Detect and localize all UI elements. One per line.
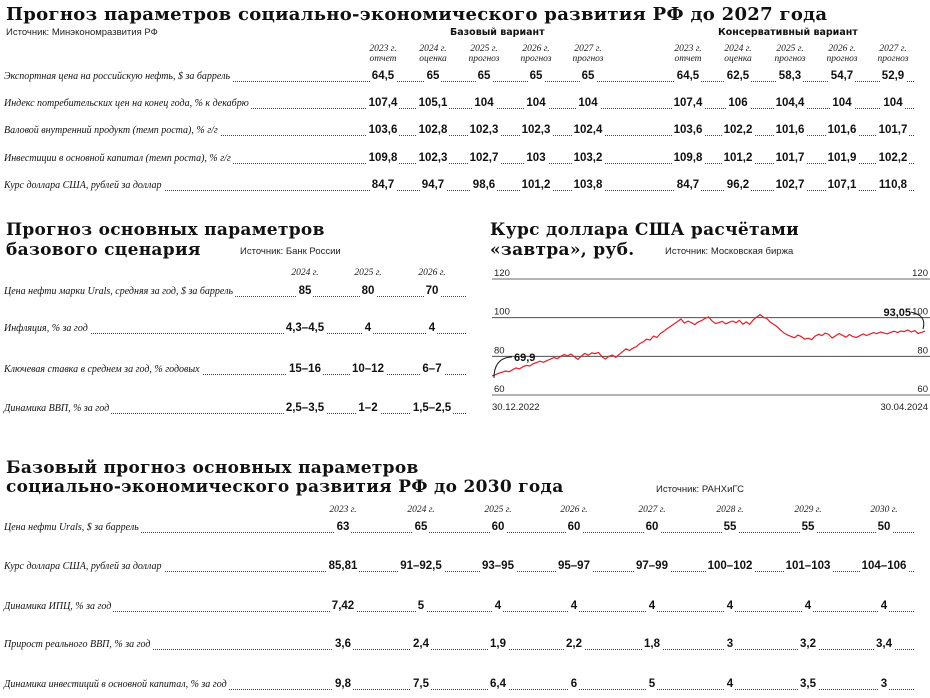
t3-cell	[844, 638, 924, 650]
chart-ytick-right: 60	[917, 384, 928, 395]
t2-cell-value: 4	[364, 322, 372, 334]
t2-col-year: 2024 г.	[291, 268, 319, 278]
t3-cell	[612, 678, 692, 690]
t3-cell-value: 1,9	[490, 638, 506, 650]
t1-cell-value: 109,8	[368, 152, 398, 164]
t3-row	[0, 560, 930, 576]
t3-cell-value: 3,4	[876, 638, 892, 650]
t3-cell-value: 4	[726, 600, 734, 612]
t1-cell-value: 65	[529, 70, 543, 82]
t1-cell-value: 104	[474, 97, 494, 109]
t1-cell-value: 103,6	[368, 124, 398, 136]
t1-col-note: оценка	[419, 54, 447, 64]
t1-cell-value: 101,2	[723, 152, 753, 164]
chart-end-value-label: 93,05	[883, 307, 911, 320]
t3-cell	[612, 560, 692, 572]
t3-cell	[303, 678, 383, 690]
t3-title-line2: социально-экономического развития РФ до 2030 года	[6, 477, 564, 497]
t2-cell-value: 4	[428, 322, 436, 334]
t1-cell-value: 102,3	[418, 152, 448, 164]
t1-group-base: Базовый вариант	[450, 27, 545, 38]
t3-cell-value: 50	[877, 521, 891, 533]
t1-col-year: 2024 г.	[724, 44, 752, 54]
t1-cell-value: 64,5	[371, 70, 395, 82]
t1-row-label: Валовой внутренний продукт (темп роста), % г/г	[4, 125, 218, 136]
t3-cell	[381, 560, 461, 572]
t3-cell-value: 104–106	[861, 560, 907, 572]
t3-cell	[534, 600, 614, 612]
t1-cell-value: 101,6	[827, 124, 857, 136]
t1-cell-value: 96,2	[726, 179, 750, 191]
t1-cell-value: 110,8	[878, 179, 908, 191]
t3-cell-value: 7,5	[413, 678, 429, 690]
t3-cell-value: 91–92,5	[400, 560, 442, 572]
t3-cell	[303, 638, 383, 650]
t1-col-year: 2023 г.	[369, 44, 397, 54]
t1-cell-value: 104	[883, 97, 903, 109]
t1-cell-value: 104,4	[775, 97, 805, 109]
chart-ytick-right: 120	[912, 268, 928, 279]
t1-cell-value: 64,5	[676, 70, 700, 82]
t2-row-label: Инфляция, % за год	[4, 323, 88, 334]
t3-col-year: 2025 г.	[484, 505, 512, 515]
t1-cell-value: 101,9	[827, 152, 857, 164]
t3-cell-value: 1,8	[644, 638, 660, 650]
t1-cell-value: 52,9	[881, 70, 905, 82]
t3-row	[0, 600, 930, 616]
t1-cell-value: 106	[728, 97, 748, 109]
t3-cell	[768, 600, 848, 612]
t3-cell-value: 5	[648, 678, 656, 690]
t1-col-note: прогноз	[774, 54, 806, 64]
t1-cell-value: 102,4	[573, 124, 603, 136]
t3-cell	[534, 521, 614, 533]
t3-source: Источник: РАНХиГС	[656, 484, 744, 495]
t3-cell-value: 4	[570, 600, 578, 612]
t3-cell	[844, 560, 924, 572]
t1-cell-value: 104	[526, 97, 546, 109]
t3-cell-value: 100–102	[707, 560, 753, 572]
t3-cell-value: 6	[570, 678, 578, 690]
t3-cell	[612, 600, 692, 612]
t3-cell-value: 6,4	[490, 678, 506, 690]
t3-cell	[612, 638, 692, 650]
t3-col-year: 2026 г.	[560, 505, 588, 515]
t1-col-year: 2023 г.	[674, 44, 702, 54]
t3-cell	[690, 638, 770, 650]
t3-cell	[303, 521, 383, 533]
t3-cell-value: 55	[801, 521, 815, 533]
t3-cell-value: 55	[723, 521, 737, 533]
t3-cell	[768, 638, 848, 650]
t3-row	[0, 521, 930, 537]
t3-cell-value: 9,8	[335, 678, 351, 690]
t1-cell-value: 101,7	[878, 124, 908, 136]
t3-cell	[458, 560, 538, 572]
t1-col-note: прогноз	[520, 54, 552, 64]
t1-cell-value: 101,2	[521, 179, 551, 191]
t3-cell	[458, 600, 538, 612]
t3-cell	[303, 560, 383, 572]
t3-cell	[690, 678, 770, 690]
t1-col-note: отчет	[369, 54, 397, 64]
t1-row-label: Курс доллара США, рублей за доллар	[4, 180, 162, 191]
t1-cell-value: 104	[578, 97, 598, 109]
t3-cell	[844, 521, 924, 533]
t2-cell-value: 6–7	[422, 363, 442, 375]
t1-cell-value: 65	[477, 70, 491, 82]
t1-cell-value: 84,7	[676, 179, 700, 191]
t3-cell-value: 3	[880, 678, 888, 690]
t3-cell-value: 2,4	[413, 638, 429, 650]
t1-row-label: Индекс потребительских цен на конец года, % к декабрю	[4, 98, 249, 109]
t1-title: Прогноз параметров социально-экономического развития РФ до 2027 года	[6, 4, 828, 25]
t2-row-label: Ключевая ставка в среднем за год, % годовых	[4, 364, 200, 375]
t3-cell-value: 97–99	[636, 560, 668, 572]
t1-cell-value: 101,7	[775, 152, 805, 164]
t1-cell-value: 98,6	[472, 179, 496, 191]
t3-cell-value: 95–97	[558, 560, 590, 572]
t3-cell	[612, 521, 692, 533]
t2-cell-value: 4,3–4,5	[285, 322, 325, 334]
t3-cell	[458, 678, 538, 690]
chart-title-line1: Курс доллара США расчётами	[490, 220, 800, 240]
chart-ytick-left: 100	[494, 306, 510, 318]
t3-cell	[458, 638, 538, 650]
t3-col-year: 2029 г.	[794, 505, 822, 515]
t1-cell-value: 103,6	[673, 124, 703, 136]
chart-xlabel-end: 30.04.2024	[880, 402, 928, 413]
t1-cell-value: 65	[426, 70, 440, 82]
t3-row-label: Прирост реального ВВП, % за год	[4, 639, 151, 650]
t3-col-year: 2030 г.	[870, 505, 898, 515]
t2-row-label: Динамика ВВП, % за год	[4, 403, 110, 414]
t1-cell-value: 109,8	[673, 152, 703, 164]
t3-cell	[381, 678, 461, 690]
t1-col-year: 2025 г.	[776, 44, 804, 54]
t3-cell-value: 2,2	[566, 638, 582, 650]
t2-cell-value: 15–16	[289, 363, 321, 375]
t1-cell-value: 54,7	[830, 70, 854, 82]
t3-cell-value: 5	[417, 600, 425, 612]
t3-row	[0, 638, 930, 654]
t2-cell-value: 80	[361, 285, 375, 297]
chart-ytick-right: 100	[912, 306, 928, 318]
t3-col-year: 2028 г.	[716, 505, 744, 515]
t3-cell	[381, 638, 461, 650]
t1-col-note: прогноз	[877, 54, 909, 64]
t1-cell-value: 103,8	[573, 179, 603, 191]
t2-row-label: Цена нефти марки Urals, средняя за год, $ за баррель	[4, 286, 234, 297]
t2-cell-value: 1,5–2,5	[412, 402, 452, 414]
t1-col-note: прогноз	[572, 54, 604, 64]
t1-col-note: прогноз	[826, 54, 858, 64]
t1-col-year: 2026 г.	[828, 44, 856, 54]
t1-col-year: 2027 г.	[879, 44, 907, 54]
t3-cell-value: 4	[648, 600, 656, 612]
t3-cell-value: 60	[645, 521, 659, 533]
t2-cell-value: 2,5–3,5	[285, 402, 325, 414]
t1-col-year: 2027 г.	[574, 44, 602, 54]
t3-cell-value: 3	[726, 638, 734, 650]
t3-cell-value: 60	[567, 521, 581, 533]
chart-ytick-left: 60	[494, 384, 505, 395]
t3-col-year: 2024 г.	[407, 505, 435, 515]
t1-cell-value: 105,1	[418, 97, 448, 109]
t2-cell-value: 85	[298, 285, 312, 297]
t3-cell	[690, 600, 770, 612]
t1-cell-value: 104	[832, 97, 852, 109]
t3-cell-value: 7,42	[331, 600, 355, 612]
t3-cell-value: 93–95	[482, 560, 514, 572]
t1-col-year: 2024 г.	[419, 44, 447, 54]
chart-series-line	[492, 315, 925, 376]
t2-col-year: 2026 г.	[418, 268, 446, 278]
t1-col-note: отчет	[674, 54, 702, 64]
t1-cell-value: 101,6	[775, 124, 805, 136]
t3-cell-value: 101–103	[785, 560, 831, 572]
t3-cell	[844, 678, 924, 690]
t3-cell	[768, 678, 848, 690]
t3-cell	[534, 560, 614, 572]
chart-ytick-left: 120	[494, 268, 510, 279]
t3-title-line1: Базовый прогноз основных параметров	[6, 458, 419, 478]
t3-row-label: Курс доллара США, рублей за доллар	[4, 561, 162, 572]
t2-cell-value: 10–12	[352, 363, 384, 375]
t1-cell-value: 58,3	[778, 70, 802, 82]
t1-cell-value: 102,8	[418, 124, 448, 136]
t2-cell-value: 1–2	[358, 402, 378, 414]
t3-cell	[458, 521, 538, 533]
t3-cell	[534, 638, 614, 650]
t1-col-year: 2025 г.	[470, 44, 498, 54]
t3-cell-value: 4	[880, 600, 888, 612]
t3-cell	[381, 521, 461, 533]
chart-source: Источник: Московская биржа	[665, 246, 794, 257]
t3-row-label: Динамика ИПЦ, % за год	[4, 601, 112, 612]
t1-cell-value: 102,3	[469, 124, 499, 136]
t2-cell-value: 70	[425, 285, 439, 297]
t3-cell-value: 60	[491, 521, 505, 533]
t1-cell-value: 102,7	[469, 152, 499, 164]
t3-cell	[768, 560, 848, 572]
t3-cell-value: 65	[414, 521, 428, 533]
t1-cell-value: 107,1	[827, 179, 857, 191]
t2-title-line1: Прогноз основных параметров	[6, 220, 325, 240]
t1-cell-value: 102,2	[878, 152, 908, 164]
t1-cell-value: 102,2	[723, 124, 753, 136]
t1-cell-value: 103,2	[573, 152, 603, 164]
t2-title-line2: базового сценария	[6, 240, 201, 260]
t1-group-cons: Консервативный вариант	[718, 27, 858, 38]
t3-cell	[381, 600, 461, 612]
t3-cell	[768, 521, 848, 533]
t1-col-year: 2026 г.	[522, 44, 550, 54]
t3-col-year: 2023 г.	[329, 505, 357, 515]
t1-cell-value: 65	[581, 70, 595, 82]
t1-cell-value: 94,7	[421, 179, 445, 191]
t3-cell-value: 3,6	[335, 638, 351, 650]
t3-cell	[534, 678, 614, 690]
t3-cell-value: 3,2	[800, 638, 816, 650]
t1-cell-value: 84,7	[371, 179, 395, 191]
t1-cell-value: 107,4	[368, 97, 398, 109]
t3-col-year: 2027 г.	[638, 505, 666, 515]
chart-title-line2: «завтра», руб.	[490, 240, 635, 260]
t1-cell-value: 102,7	[775, 179, 805, 191]
t3-cell-value: 3,5	[800, 678, 816, 690]
t2-source: Источник: Банк России	[240, 246, 341, 257]
t3-cell-value: 4	[804, 600, 812, 612]
t1-col-note: оценка	[724, 54, 752, 64]
chart-xlabel-start: 30.12.2022	[492, 402, 540, 413]
chart-start-value-label: 69,9	[514, 351, 536, 364]
t3-row-label: Цена нефти Urals, $ за баррель	[4, 522, 139, 533]
t3-row	[0, 678, 930, 694]
t3-cell-value: 4	[494, 600, 502, 612]
t1-cell-value: 107,4	[673, 97, 703, 109]
t2-col-year: 2025 г.	[354, 268, 382, 278]
t3-row-label: Динамика инвестиций в основной капитал, % за год	[4, 679, 227, 690]
chart-ytick-left: 80	[494, 345, 505, 357]
t3-cell-value: 63	[336, 521, 350, 533]
t3-cell	[303, 600, 383, 612]
t3-cell	[690, 521, 770, 533]
t1-cell-value: 102,3	[521, 124, 551, 136]
t3-cell-value: 85,81	[328, 560, 358, 572]
t1-cell-value: 62,5	[726, 70, 750, 82]
t1-cell-value: 103	[526, 152, 546, 164]
t1-row-label: Экспортная цена на российскую нефть, $ за баррель	[4, 71, 230, 82]
t1-source: Источник: Минэкономразвития РФ	[6, 27, 158, 38]
t3-cell	[690, 560, 770, 572]
t3-cell-value: 4	[726, 678, 734, 690]
t3-cell	[844, 600, 924, 612]
t1-col-note: прогноз	[468, 54, 500, 64]
t1-row-label: Инвестиции в основной капитал (темп роста), % г/г	[4, 153, 231, 164]
chart-ytick-right: 80	[917, 345, 928, 357]
